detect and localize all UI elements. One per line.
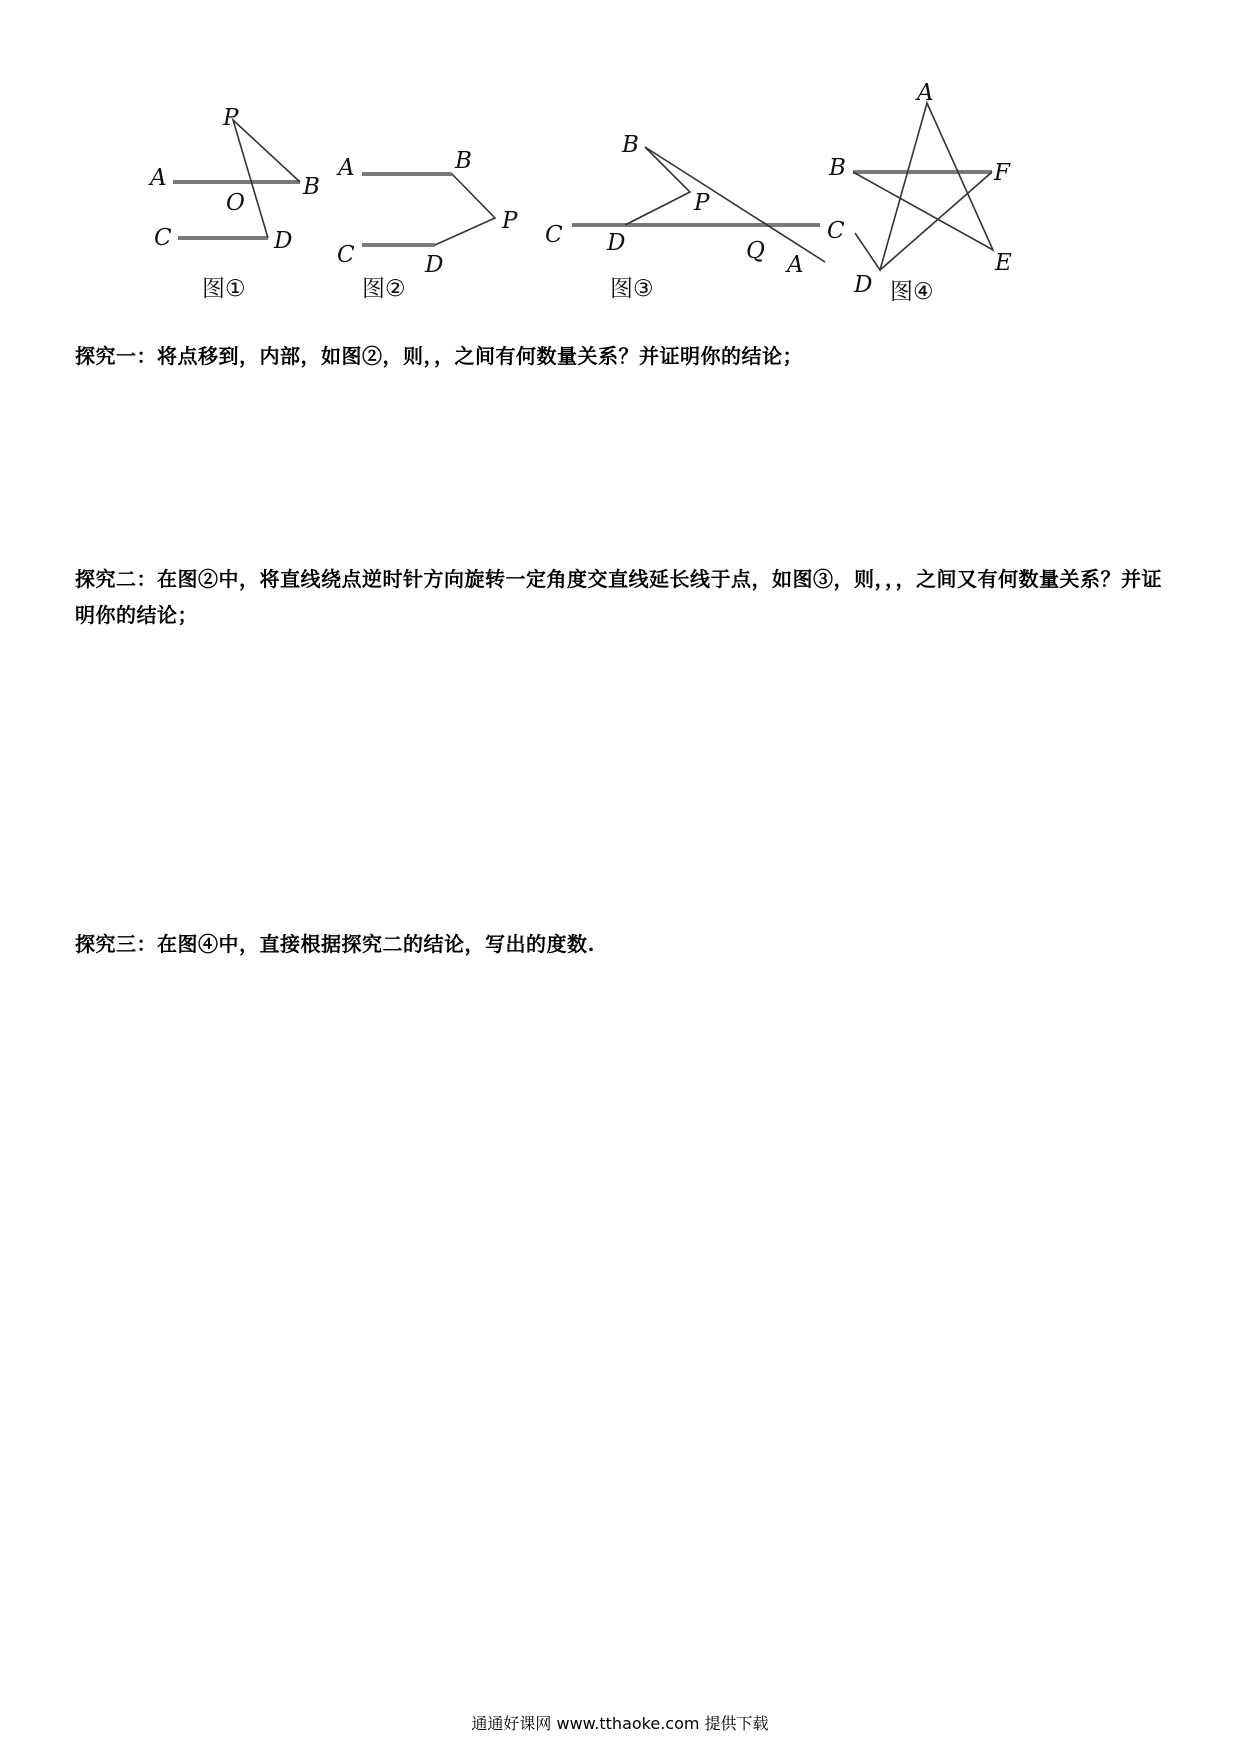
figure-1 [148,105,320,302]
point-a-label: A [917,80,934,106]
point-b-label: B [303,174,320,200]
point-c-label: C [154,225,172,251]
point-a-label: A [787,252,804,278]
figure-1-caption: 图① [202,276,246,302]
point-q-label: Q [746,238,765,264]
point-b-label: B [622,132,639,158]
point-p-label: P [694,190,710,216]
point-c-label: C [337,242,355,268]
point-b-label: B [455,148,472,174]
line-ba [645,147,825,262]
point-d-label: D [854,272,873,298]
figure-3-caption: 图③ [610,276,654,302]
segments-bp-pd [625,147,690,225]
geometry-figures [0,0,1240,320]
point-e-label: E [995,250,1012,276]
figure-4-caption: 图④ [890,279,934,305]
point-p-label: P [223,105,239,131]
figure-2 [336,148,518,302]
figure-4 [827,80,1012,305]
point-a-label: A [338,155,355,181]
point-d-label: D [425,252,444,278]
segments-bp-pd [435,174,495,245]
line-df [880,172,992,270]
point-b-label: B [829,155,846,181]
question-2: 探究二：在图②中，将直线绕点逆时针方向旋转一定角度交直线延长线于点，如图③，则，，，之间又有何数量关系？并证明你的结论； [75,567,1162,627]
star-outline-b-e-a-d-c [853,103,993,270]
question-3: 探究三：在图④中，直接根据探究二的结论，写出的度数. [75,932,595,956]
point-o-label: O [226,190,245,216]
point-a-label: A [150,165,167,191]
point-f-label: F [994,160,1010,186]
point-c-label: C [545,222,563,248]
point-c-label: C [827,218,845,244]
figure-2-caption: 图② [362,276,406,302]
point-p-label: P [502,208,518,234]
question-1: 探究一：将点移到，内部，如图②，则，，之间有何数量关系？并证明你的结论； [75,344,803,368]
point-d-label: D [274,228,293,254]
page-footer: 通通好课网 www.tthaoke.com 提供下载 [471,1714,769,1733]
point-d-label: D [607,230,626,256]
segments-pb-pd [233,120,300,238]
figure-3 [545,132,825,302]
